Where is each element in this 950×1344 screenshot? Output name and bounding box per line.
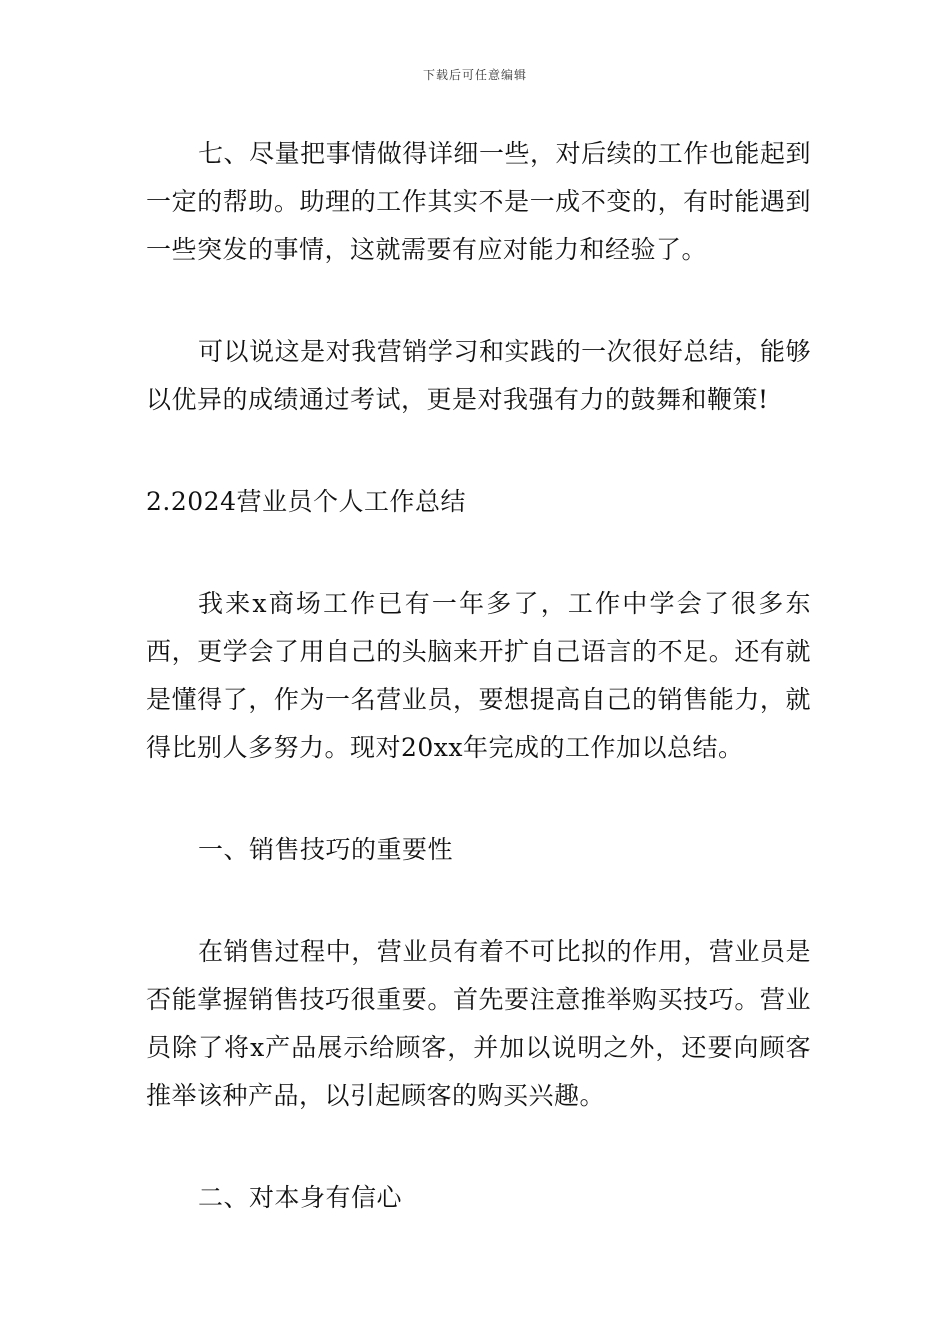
paragraph-item-seven: 七、尽量把事情做得详细一些，对后续的工作也能起到一定的帮助。助理的工作其实不是一成不变的，有时能遇到一些突发的事情，这就需要有应对能力和经验了。 xyxy=(146,139,811,264)
paragraph-intro: 我来x商场工作已有一年多了，工作中学会了很多东西，更学会了用自己的头脑来开扩自己语言的不足。还有就是懂得了，作为一名营业员，要想提高自己的销售能力，就得比别人多努力。现对20xx年完成的工作加以总结。 xyxy=(146,589,811,762)
subheading-two: 二、对本身有信心 xyxy=(198,1183,403,1212)
paragraph-gap xyxy=(146,1120,811,1174)
subheading-one: 一、销售技巧的重要性 xyxy=(198,835,454,864)
paragraph-summary: 可以说这是对我营销学习和实践的一次很好总结，能够以优异的成绩通过考试，更是对我强有力的鼓舞和鞭策! xyxy=(146,337,811,414)
paragraph-gap xyxy=(146,526,811,580)
paragraph-gap xyxy=(146,874,811,928)
paragraph-gap xyxy=(146,424,811,478)
paragraph-gap xyxy=(146,772,811,826)
paragraph-sales-skills: 在销售过程中，营业员有着不可比拟的作用，营业员是否能掌握销售技巧很重要。首先要注意推举购买技巧。营业员除了将x产品展示给顾客，并加以说明之外，还要向顾客推举该种产品，以引起顾客的购买兴趣。 xyxy=(146,937,811,1110)
document-body xyxy=(146,130,811,1222)
section-heading: 2.2024营业员个人工作总结 xyxy=(146,487,466,516)
page-header: 下载后可任意编辑 xyxy=(422,68,527,82)
paragraph-gap xyxy=(146,274,811,328)
